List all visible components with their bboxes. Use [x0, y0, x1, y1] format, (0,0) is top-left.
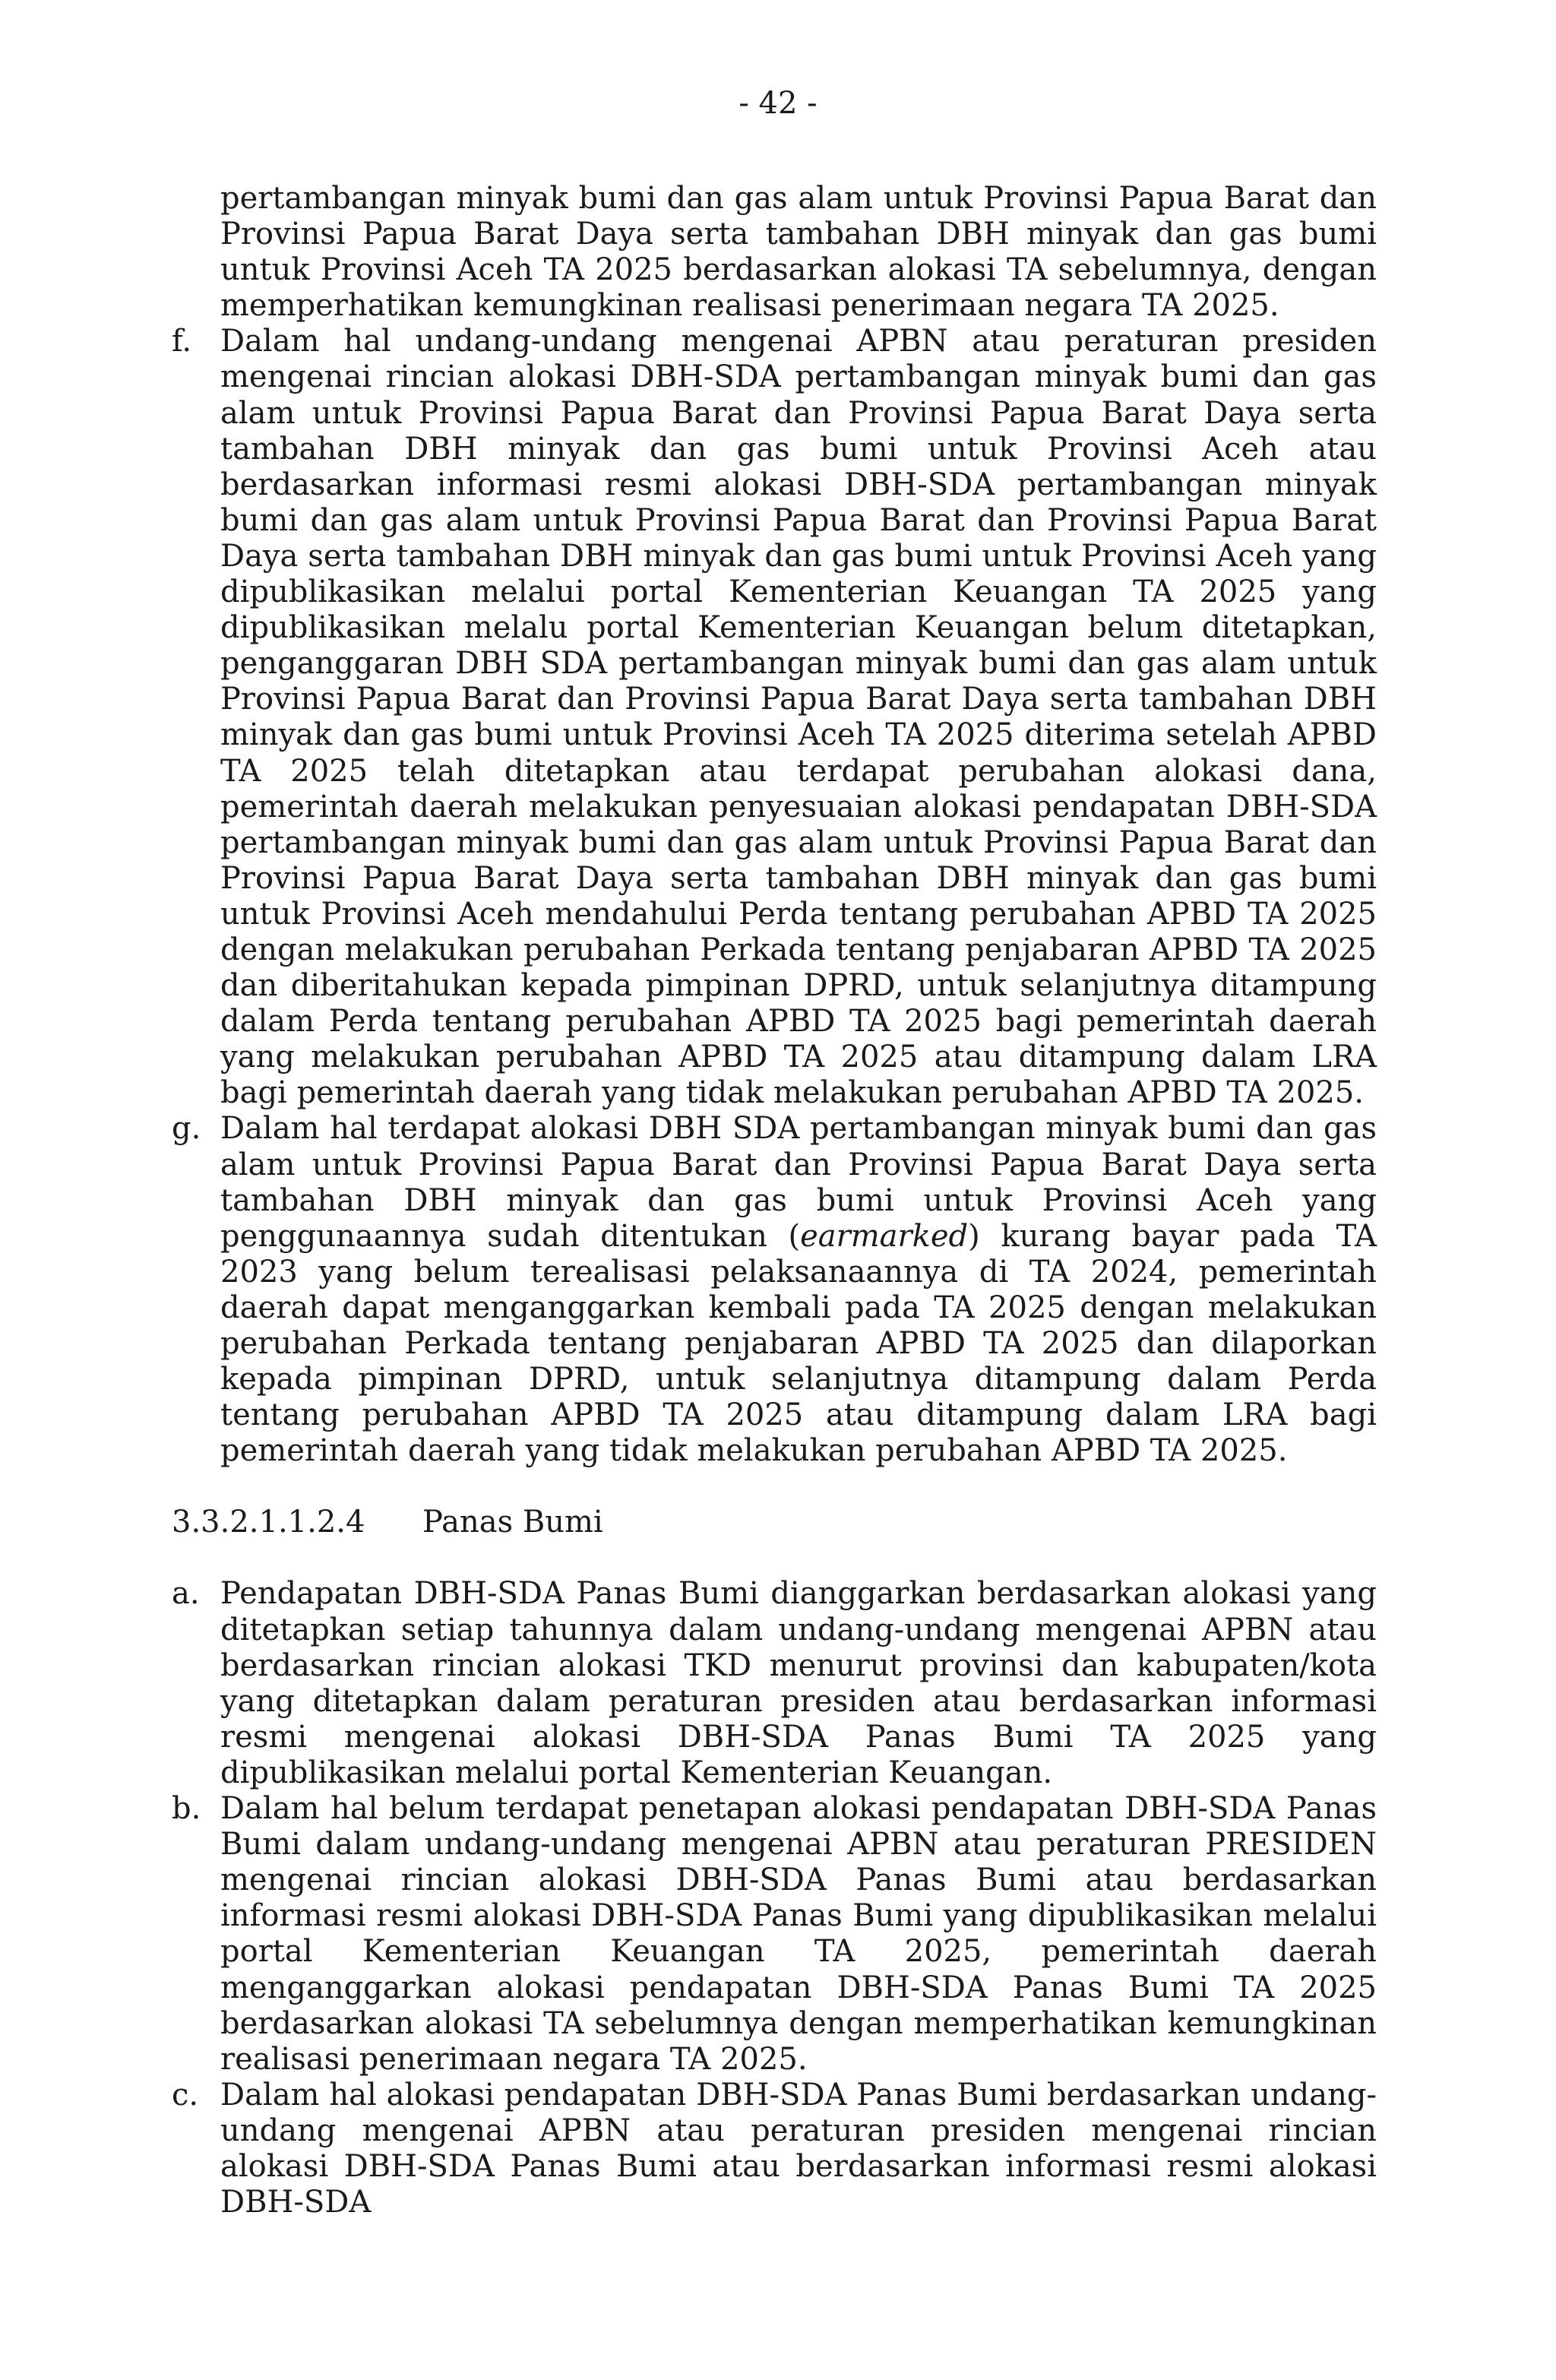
list-item-text: Pendapatan DBH-SDA Panas Bumi dianggarkan berdasarkan alokasi yang ditetapkan setiap tahunnya dalam undang-undang mengenai APBN atau berdasarkan rincian alokasi TKD menurut provinsi dan kabupaten/kota yang ditetapkan dalam peraturan presiden atau berdasarkan informasi resmi mengenai alokasi DBH-SDA Panas Bumi TA 2025 yang dipublikasikan melalui portal Kementerian Keuangan.: [220, 1576, 1377, 1790]
list-marker: b.: [172, 1791, 201, 1827]
list-item-text: [220, 1111, 1377, 1468]
text-segment: ) kurang bayar pada TA 2023 yang belum terealisasi pelaksanaannya di TA 2024, pemerintah daerah dapat menganggarkan kembali pada TA 2025 dengan melakukan perubahan Perkada tentang penjabaran APBD TA 2025 dan dilaporkan kepada pimpinan DPRD, untuk selanjutnya ditampung dalam Perda tentang perubahan APBD TA 2025 atau ditampung dalam LRA bagi pemerintah daerah yang tidak melakukan perubahan APBD TA 2025.: [220, 1218, 1377, 1469]
list-item-a: [172, 1576, 1377, 1791]
list-item-b: [172, 1791, 1377, 2078]
list-item-text: Dalam hal undang-undang mengenai APBN atau peraturan presiden mengenai rincian alokasi DBH-SDA pertambangan minyak bumi dan gas alam untuk Provinsi Papua Barat dan Provinsi Papua Barat Daya serta tambahan DBH minyak dan gas bumi untuk Provinsi Aceh atau berdasarkan informasi resmi alokasi DBH-SDA pertambangan minyak bumi dan gas alam untuk Provinsi Papua Barat dan Provinsi Papua Barat Daya serta tambahan DBH minyak dan gas bumi untuk Provinsi Aceh yang dipublikasikan melalui portal Kementerian Keuangan TA 2025 yang dipublikasikan melalu portal Kementerian Keuangan belum ditetapkan, penganggaran DBH SDA pertambangan minyak bumi dan gas alam untuk Provinsi Papua Barat dan Provinsi Papua Barat Daya serta tambahan DBH minyak dan gas bumi untuk Provinsi Aceh TA 2025 diterima setelah APBD TA 2025 telah ditetapkan atau terdapat perubahan alokasi dana, pemerintah daerah melakukan penyesuaian alokasi pendapatan DBH-SDA pertambangan minyak bumi dan gas alam untuk Provinsi Papua Barat dan Provinsi Papua Barat Daya serta tambahan DBH minyak dan gas bumi untuk Provinsi Aceh mendahului Perda tentang perubahan APBD TA 2025 dengan melakukan perubahan Perkada tentang penjabaran APBD TA 2025 dan diberitahukan kepada pimpinan DPRD, untuk selanjutnya ditampung dalam Perda tentang perubahan APBD TA 2025 bagi pemerintah daerah yang melakukan perubahan APBD TA 2025 atau ditampung dalam LRA bagi pemerintah daerah yang tidak melakukan perubahan APBD TA 2025.: [220, 324, 1377, 1111]
document-body: [172, 181, 1377, 2220]
page-number: - 42 -: [738, 86, 818, 121]
list-item-text: Dalam hal belum terdapat penetapan alokasi pendapatan DBH-SDA Panas Bumi dalam undang-undang mengenai APBN atau peraturan PRESIDEN mengenai rincian alokasi DBH-SDA Panas Bumi atau berdasarkan informasi resmi alokasi DBH-SDA Panas Bumi yang dipublikasikan melalui portal Kementerian Keuangan TA 2025, pemerintah daerah menganggarkan alokasi pendapatan DBH-SDA Panas Bumi TA 2025 berdasarkan alokasi TA sebelumnya dengan memperhatikan kemungkinan realisasi penerimaan negara TA 2025.: [220, 1791, 1377, 2077]
section-number: 3.3.2.1.1.2.4: [172, 1505, 365, 1540]
list-marker: f.: [172, 324, 192, 359]
list-item-g: [172, 1111, 1377, 1469]
section-title: Panas Bumi: [422, 1505, 603, 1540]
section-heading: [172, 1505, 1377, 1540]
list-item-c: [172, 2078, 1377, 2220]
list-marker: a.: [172, 1576, 200, 1612]
list-item-f: [172, 324, 1377, 1111]
list-item-text: Dalam hal alokasi pendapatan DBH-SDA Panas Bumi berdasarkan undang-undang mengenai APBN atau peraturan presiden mengenai rincian alokasi DBH-SDA Panas Bumi atau berdasarkan informasi resmi alokasi DBH-SDA: [220, 2077, 1377, 2220]
list-marker: g.: [172, 1111, 201, 1147]
text-segment: Dalam hal terdapat alokasi DBH SDA pertambangan minyak bumi dan gas alam untuk Provinsi Papua Barat dan Provinsi Papua Barat Daya serta tambahan DBH minyak dan gas bumi untuk Provinsi Aceh yang penggunaannya sudah ditentukan (: [220, 1111, 1377, 1254]
continuation-paragraph: pertambangan minyak bumi dan gas alam untuk Provinsi Papua Barat dan Provinsi Papua Barat Daya serta tambahan DBH minyak dan gas bumi untuk Provinsi Aceh TA 2025 berdasarkan alokasi TA sebelumnya, dengan memperhatikan kemungkinan realisasi penerimaan negara TA 2025.: [220, 181, 1377, 324]
list-marker: c.: [172, 2077, 199, 2113]
emphasized-term: earmarked: [800, 1218, 969, 1254]
